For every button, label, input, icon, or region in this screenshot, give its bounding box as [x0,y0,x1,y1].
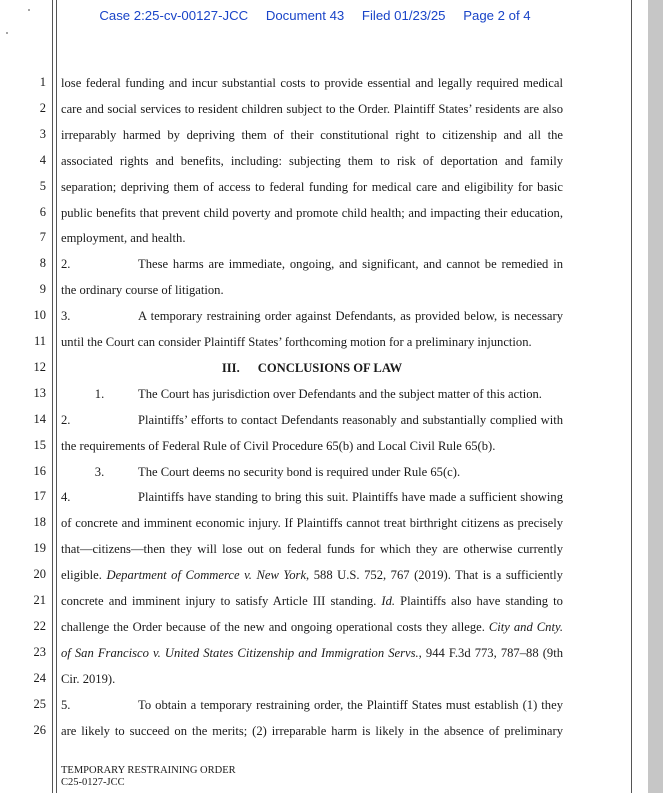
line-text-run: , 944 F.3d 773, 787–88 (9th [418,645,563,660]
line-text-run: Plaintiffs’ efforts to contact Defendants reasonably and substantially complied with [138,412,563,427]
line-text-run: The Court has jurisdiction over Defendants and the subject matter of this action. [138,386,542,401]
pleading-line [0,177,648,197]
pleading-line [0,617,648,637]
line-number: 23 [33,644,46,659]
ecf-header [0,8,630,23]
line-text [61,619,563,635]
line-text-run: Cir. 2019). [61,671,116,686]
line-text [61,256,563,272]
line-text [61,308,563,324]
filed-date: Filed 01/23/25 [361,8,446,23]
line-number: 21 [33,593,46,607]
line-text [61,360,563,376]
line-number: 25 [33,696,46,711]
case-citation: Id. [381,594,396,608]
line-number: 18 [33,515,46,530]
line-text-run: To obtain a temporary restraining order, the Plaintiff States must establish (1) they [138,697,563,712]
line-text-run: The Court deems no security bond is required under Rule 65(c). [138,464,461,479]
paragraph-number: 2. [61,257,71,272]
pleading-line [0,721,648,741]
line-text [61,282,563,298]
line-text [61,101,563,117]
line-text [61,464,563,480]
line-number: 16 [33,463,46,478]
line-text-run: lose federal funding and incur substantial costs to provide essential and legally required medical [61,76,563,90]
pleading-line [0,565,648,585]
line-text-run: that—citizens—then they will lose out on federal funds for which they are otherwise currently [61,542,563,557]
line-number: 3 [39,126,46,141]
section-number: III. [221,360,240,375]
page-indicator: Page 2 of 4 [463,8,531,23]
line-number: 1 [39,75,46,89]
line-text [61,723,563,739]
line-text [61,153,563,169]
line-text-run: public benefits that prevent child poverty and promote child health; and impacting their education, [61,205,563,220]
line-number: 17 [33,489,46,504]
line-text-run: the ordinary course of litigation. [61,283,224,298]
line-text [61,645,563,661]
scrollbar[interactable] [648,0,663,793]
line-text [61,671,563,687]
pleading-line [0,254,648,274]
line-text [61,412,563,428]
line-text [61,489,563,505]
pleading-line [0,332,648,352]
case-citation: of San Francisco v. United States Citizenship and Immigration Servs. [61,645,419,660]
line-text-run: care and social services to resident children subject to the Order. Plaintiff States’ residents are also [61,101,563,116]
line-text [61,541,563,557]
line-number: 4 [39,152,46,167]
line-text-run: Plaintiffs also have standing to [395,594,563,608]
footer-title: TEMPORARY RESTRAINING ORDER [61,765,236,776]
case-number: Case 2:25-cv-00127-JCC [99,8,249,23]
pleading-line [0,306,648,326]
line-number: 9 [39,282,46,297]
line-number: 26 [33,722,46,737]
line-number: 2 [39,100,46,115]
speck-mark [6,32,8,34]
pleading-line [0,436,648,456]
pleading-line [0,125,648,145]
line-number: 13 [33,385,46,400]
paragraph-number: 3. [94,464,105,479]
line-number: 19 [33,541,46,556]
line-text [61,593,563,609]
pleading-line [0,669,648,689]
line-number: 7 [39,230,46,245]
line-number: 14 [33,411,46,426]
line-text-run: challenge the Order because of the new and ongoing operational costs they allege. [61,619,485,634]
line-text [61,386,563,402]
pleading-line [0,203,648,223]
line-text-run: of concrete and imminent economic injury. If Plaintiffs cannot treat birthright citizens as precisely [61,516,563,531]
line-text-run: associated rights and benefits, including: subjecting them to risk of deportation and family [61,153,563,168]
line-number: 8 [39,256,46,271]
line-number: 10 [33,308,46,323]
line-text [61,205,563,221]
line-number: 12 [33,359,46,374]
line-number: 5 [39,178,46,193]
line-text [61,334,563,350]
pleading-line [0,462,648,482]
line-number: 15 [33,437,46,452]
line-text-run: until the Court can consider Plaintiff States’ forthcoming motion for a preliminary injunction. [61,335,532,349]
line-number: 22 [33,618,46,633]
line-text-run: A temporary restraining order against Defendants, as provided below, is necessary [138,309,563,324]
line-text-run: irreparably harmed by depriving them of their constitutional right to citizenship and all the [61,127,563,142]
pleading-line [0,539,648,559]
line-number: 24 [33,670,46,685]
line-number: 11 [33,334,46,348]
pleading-line [0,513,648,533]
pleading-line [0,487,648,507]
paragraph-number: 4. [61,490,71,505]
pleading-line [0,410,648,430]
line-text-run: eligible. [61,568,102,583]
paragraph-number: 3. [61,309,71,324]
line-number: 6 [39,204,46,219]
line-text [61,179,563,195]
line-text-run: Plaintiffs have standing to bring this suit. Plaintiffs have made a sufficient showing [138,490,563,505]
paragraph-number: 5. [61,697,71,712]
pleading-line [0,228,648,248]
footer [61,765,236,789]
pleading-line [0,384,648,404]
line-text-run: , 588 U.S. 752, 767 (2019). That is a sufficiently [306,568,563,583]
line-text-run: separation; depriving them of access to federal funding for medical care and eligibility for basic [61,179,563,194]
line-text-run: These harms are immediate, ongoing, and significant, and cannot be remedied in [138,257,563,272]
line-text-run: employment, and health. [61,231,186,246]
pleading-line [0,591,648,611]
pleading-line [0,99,648,119]
line-text-run: concrete and imminent injury to satisfy Article III standing. [61,594,377,608]
pleading-line [0,695,648,715]
line-text [61,230,563,246]
pleading-line [0,73,648,93]
line-text [61,697,563,713]
line-text-run: the requirements of Federal Rule of Civil Procedure 65(b) and Local Civil Rule 65(b). [61,438,496,453]
line-text [61,515,563,531]
pleading-line [0,643,648,663]
pleading-line [0,358,648,378]
line-text [61,438,563,454]
line-text-run: are likely to succeed on the merits; (2) irreparable harm is likely in the absence of preliminary [61,723,563,738]
pleading-line [0,280,648,300]
line-text [61,127,563,143]
paragraph-number: 2. [61,412,71,427]
section-heading: CONCLUSIONS OF LAW [257,360,403,375]
paragraph-number: 1. [94,386,105,401]
line-number: 20 [33,567,46,582]
pleading-line [0,151,648,171]
line-text [61,567,563,583]
case-citation: Department of Commerce v. New York [106,568,307,583]
footer-case-number: C25-0127-JCC [61,777,125,788]
case-citation: City and Cnty. [488,619,563,634]
line-text [61,75,563,91]
document-number: Document 43 [265,8,345,23]
